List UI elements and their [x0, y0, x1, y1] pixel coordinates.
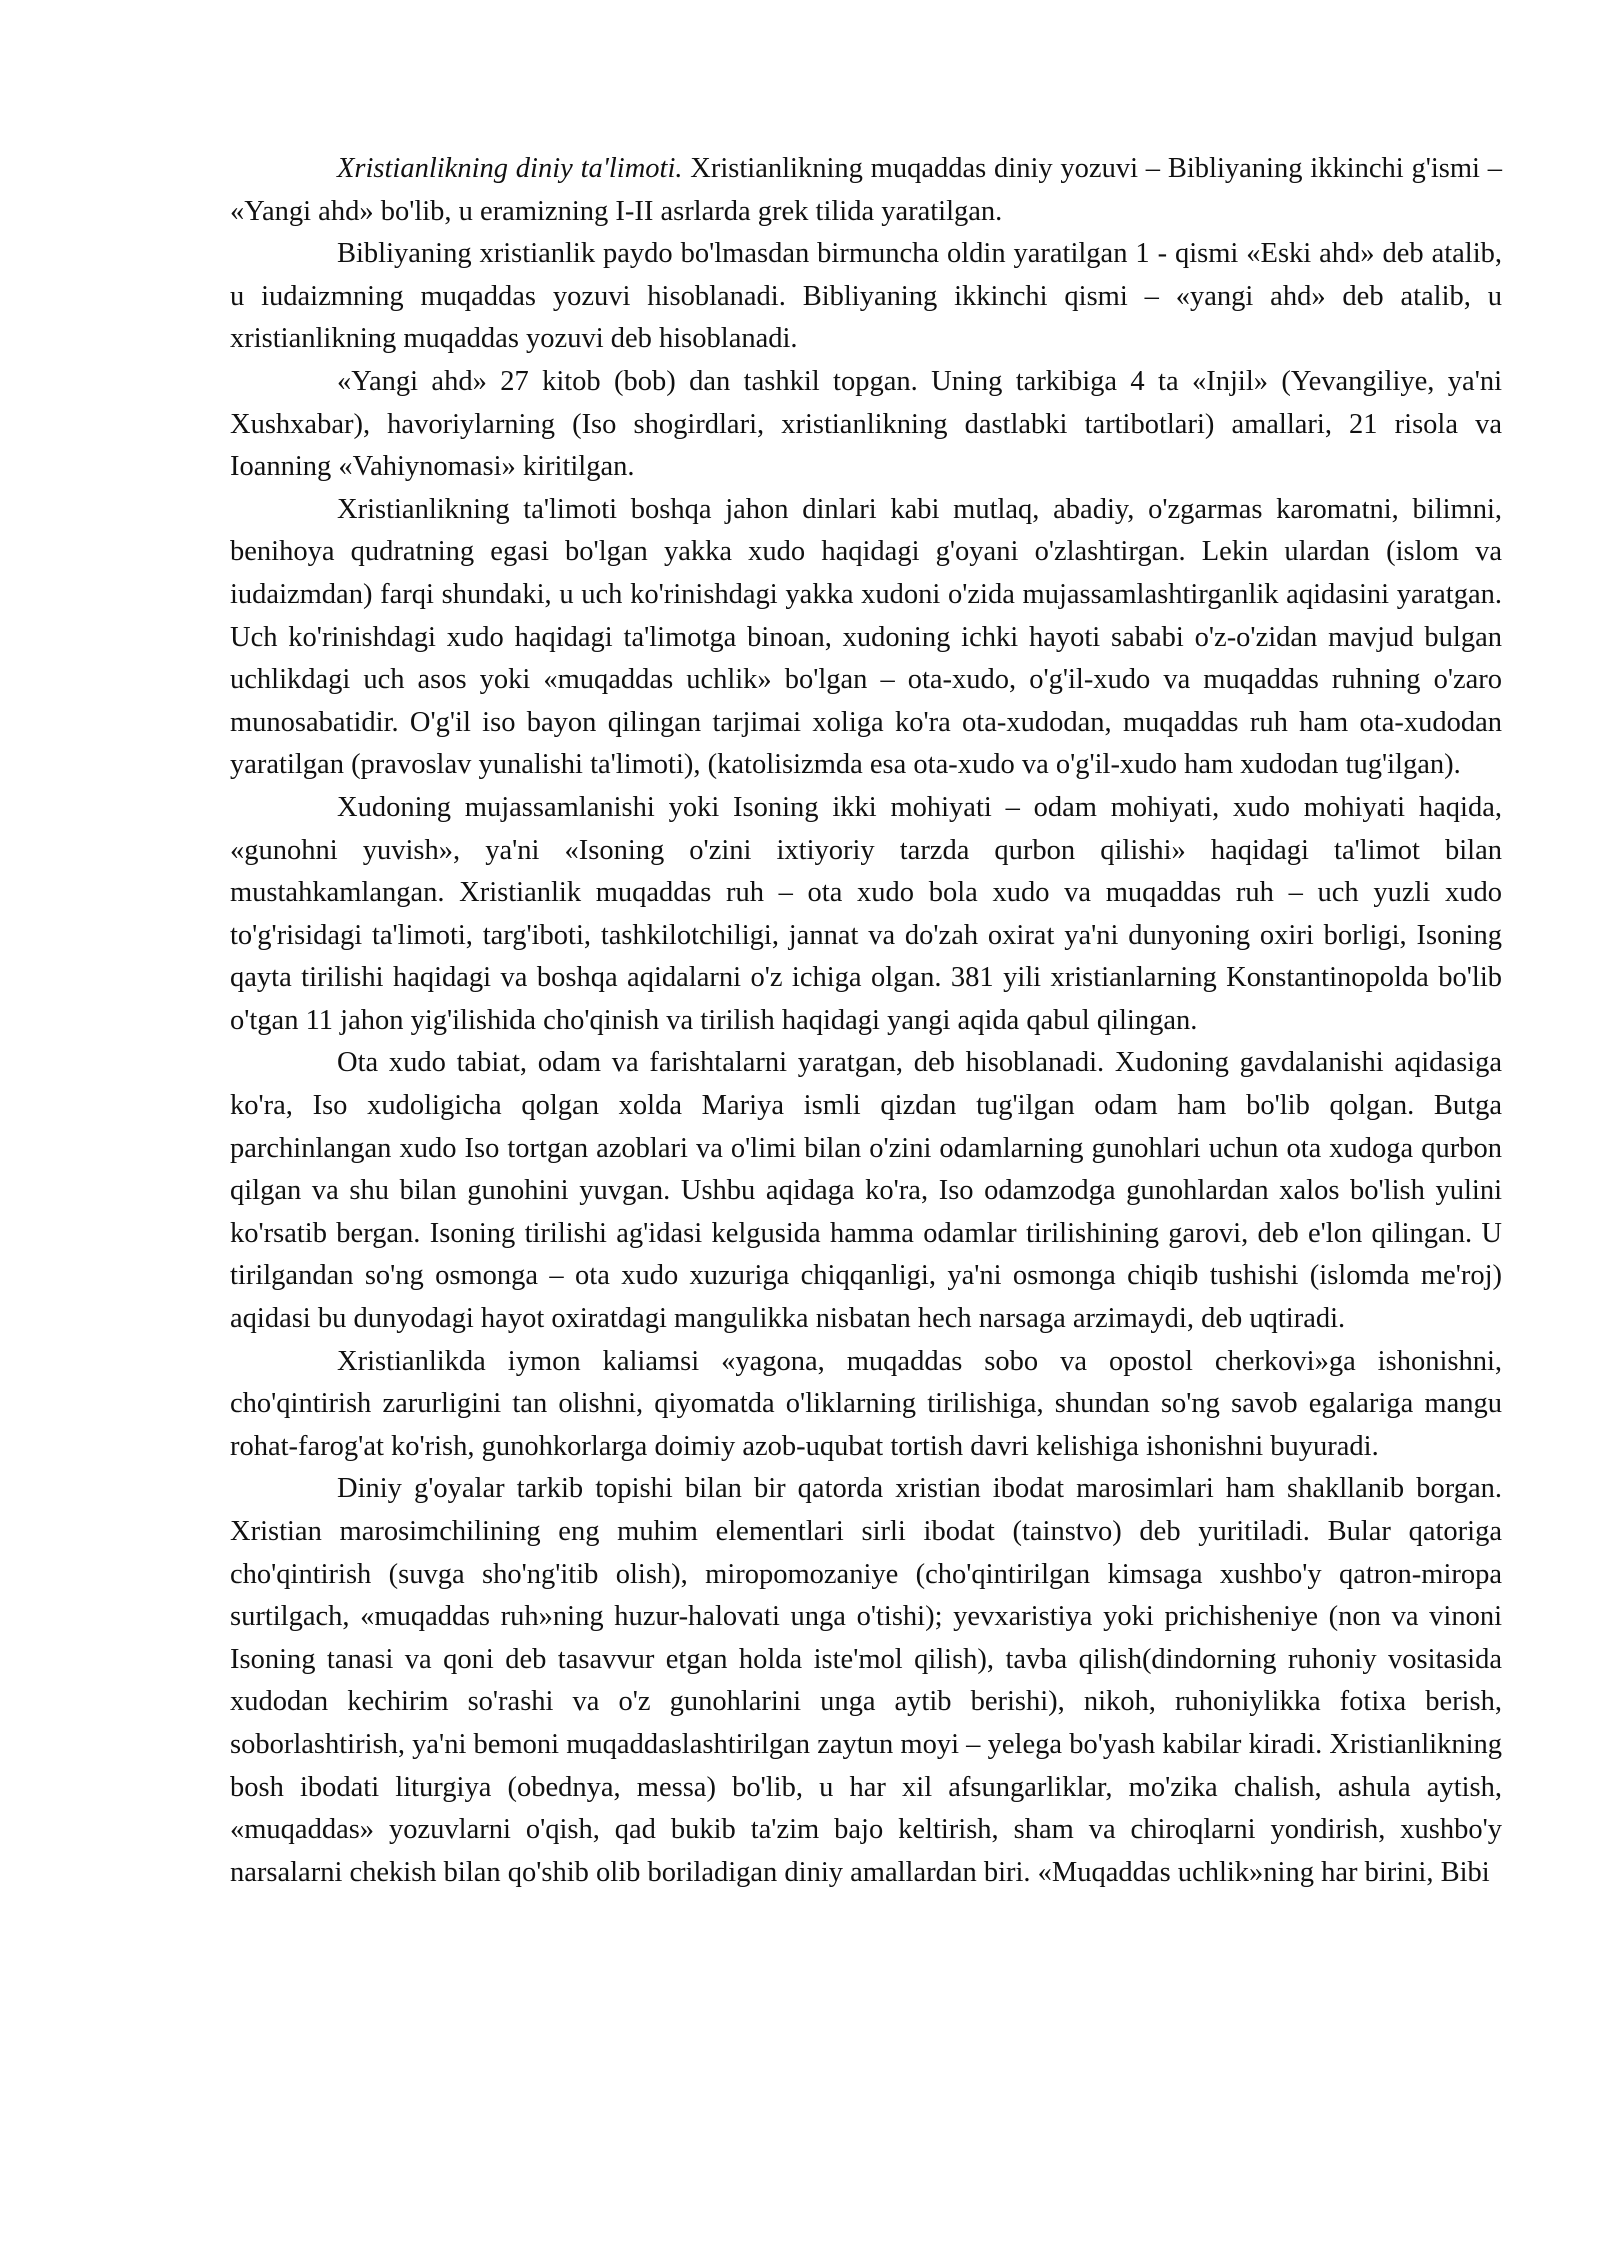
paragraph-8: Diniy g'oyalar tarkib topishi bilan bir qatorda xristian ibodat marosimlari ham shakllanib borgan. Xristian marosimchilining eng muhim elementlari sirli ibodat (tainstvo) deb yuritiladi. Bular qatoriga cho'qintirish (suvga sho'ng'itib olish), miropomozaniye (cho'qintirilgan kimsaga xushbo'y qatron-miropa surtilgach, «muqaddas ruh»ning huzur-halovati unga o'tishi); yevxaristiya yoki prichisheniye (non va vinoni Isoning tanasi va qoni deb tasavvur etgan holda iste'mol qilish), tavba qilish(dindorning ruhoniy vositasida xudodan kechirim so'rashi va o'z gunohlarini unga aytib berishi), nikoh, ruhoniylikka fotixa berish, soborlashtirish, ya'ni bemoni muqaddaslashtirilgan zaytun moyi – yelega bo'yash kabilar kiradi. Xristianlikning bosh ibodati liturgiya (obednya, messa) bo'lib, u har xil afsungarliklar, mo'zika chalish, ashula aytish, «muqaddas» yozuvlarni o'qish, qad bukib ta'zim bajo keltirish, sham va chiroqlarni yondirish, xushbo'y narsalarni chekish bilan qo'shib olib boriladigan diniy amallardan biri. «Muqaddas uchlik»ning har birini, Bibi [230, 1473, 1502, 1888]
paragraph-7: Xristianlikda iymon kaliamsi «yagona, muqaddas sobo va opostol cherkovi»ga ishonishni, cho'qintirish zarurligini tan olishni, qiyomatda o'liklarning tirilishiga, shundan so'ng savob egalariga mangu rohat-farog'at ko'rish, gunohkorlarga doimiy azob-uqubat tortish davri kelishiga ishonishni buyuradi. [230, 1345, 1502, 1462]
paragraph-1 [230, 148, 1502, 233]
paragraph-6: Ota xudo tabiat, odam va farishtalarni yaratgan, deb hisoblanadi. Xudoning gavdalanishi aqidasiga ko'ra, Iso xudoligicha qolgan xolda Mariya ismli qizdan tug'ilgan odam ham bo'lib qolgan. Butga parchinlangan xudo Iso tortgan azoblari va o'limi bilan o'zini odamlarning gunohlari uchun ota xudoga qurbon qilgan va shu bilan gunohini yuvgan. Ushbu aqidaga ko'ra, Iso odamzodga gunohlardan xalos bo'lish yulini ko'rsatib bergan. Isoning tirilishi ag'idasi kelgusida hamma odamlar tirilishining garovi, deb e'lon qilingan. U tirilgandan so'ng osmonga – ota xudo xuzuriga chiqqanligi, ya'ni osmonga chiqib tushishi (islomda me'roj) aqidasi bu dunyodagi hayot oxiratdagi mangulikka nisbatan hech narsaga arzimaydi, deb uqtiradi. [230, 1047, 1502, 1335]
paragraph-4: Xristianlikning ta'limoti boshqa jahon dinlari kabi mutlaq, abadiy, o'zgarmas karomatni, bilimni, benihoya qudratning egasi bo'lgan yakka xudo haqidagi g'oyani o'zlashtirgan. Lekin ulardan (islom va iudaizmdan) farqi shundaki, u uch ko'rinishdagi yakka xudoni o'zida mujassamlashtirganlik aqidasini yaratgan. Uch ko'rinishdagi xudo haqidagi ta'limotga binoan, xudoning ichki hayoti sababi o'z-o'zidan mavjud bulgan uchlikdagi uch asos yoki «muqaddas uchlik» bo'lgan – ota-xudo, o'g'il-xudo va muqaddas ruhning o'zaro munosabatidir. O'g'il iso bayon qilingan tarjimai xoliga ko'ra ota-xudodan, muqaddas ruh ham ota-xudodan yaratilgan (pravoslav yunalishi ta'limoti), (katolisizmda esa ota-xudo va o'g'il-xudo ham xudodan tug'ilgan). [230, 493, 1502, 781]
paragraph-3: «Yangi ahd» 27 kitob (bob) dan tashkil topgan. Uning tarkibiga 4 ta «Injil» (Yevangiliye, ya'ni Xushxabar), havoriylarning (Iso shogirdlari, xristianlikning dastlabki tartibotlari) amallari, 21 risola va Ioanning «Vahiynomasi» kiritilgan. [230, 365, 1502, 483]
paragraph-5: Xudoning mujassamlanishi yoki Isoning ikki mohiyati – odam mohiyati, xudo mohiyati haqida, «gunohni yuvish», ya'ni «Isoning o'zini ixtiyoriy tarzda qurbon qilishi» haqidagi ta'limot bilan mustahkamlangan. Xristianlik muqaddas ruh – ota xudo bola xudo va muqaddas ruh – uch yuzli xudo to'g'risidagi ta'limoti, targ'iboti, tashkilotchiligi, jannat va do'zah oxirat ya'ni dunyoning oxiri borligi, Isoning qayta tirilishi haqidagi va boshqa aqidalarni o'z ichiga olgan. 381 yili xristianlarning Konstantinopolda bo'lib o'tgan 11 jahon yig'ilishida cho'qinish va tirilish haqidagi yangi aqida qabul qilingan. [230, 791, 1502, 1036]
section-title: Xristianlikning diniy ta'limoti. [337, 153, 683, 184]
paragraph-2: Bibliyaning xristianlik paydo bo'lmasdan birmuncha oldin yaratilgan 1 - qismi «Eski ahd» deb atalib, u iudaizmning muqaddas yozuvi hisoblanadi. Bibliyaning ikkinchi qismi – «yangi ahd» deb atalib, u xristianlikning muqaddas yozuvi deb hisoblanadi. [230, 238, 1502, 355]
document-page [230, 148, 1502, 1894]
paragraph-1-text: Xristianlikning muqaddas diniy yozuvi – Bibliyaning ikkinchi g'ismi – «Yangi ahd» bo'lib, u eramizning I-II asrlarda grek tilida yaratilgan. [230, 153, 1502, 227]
